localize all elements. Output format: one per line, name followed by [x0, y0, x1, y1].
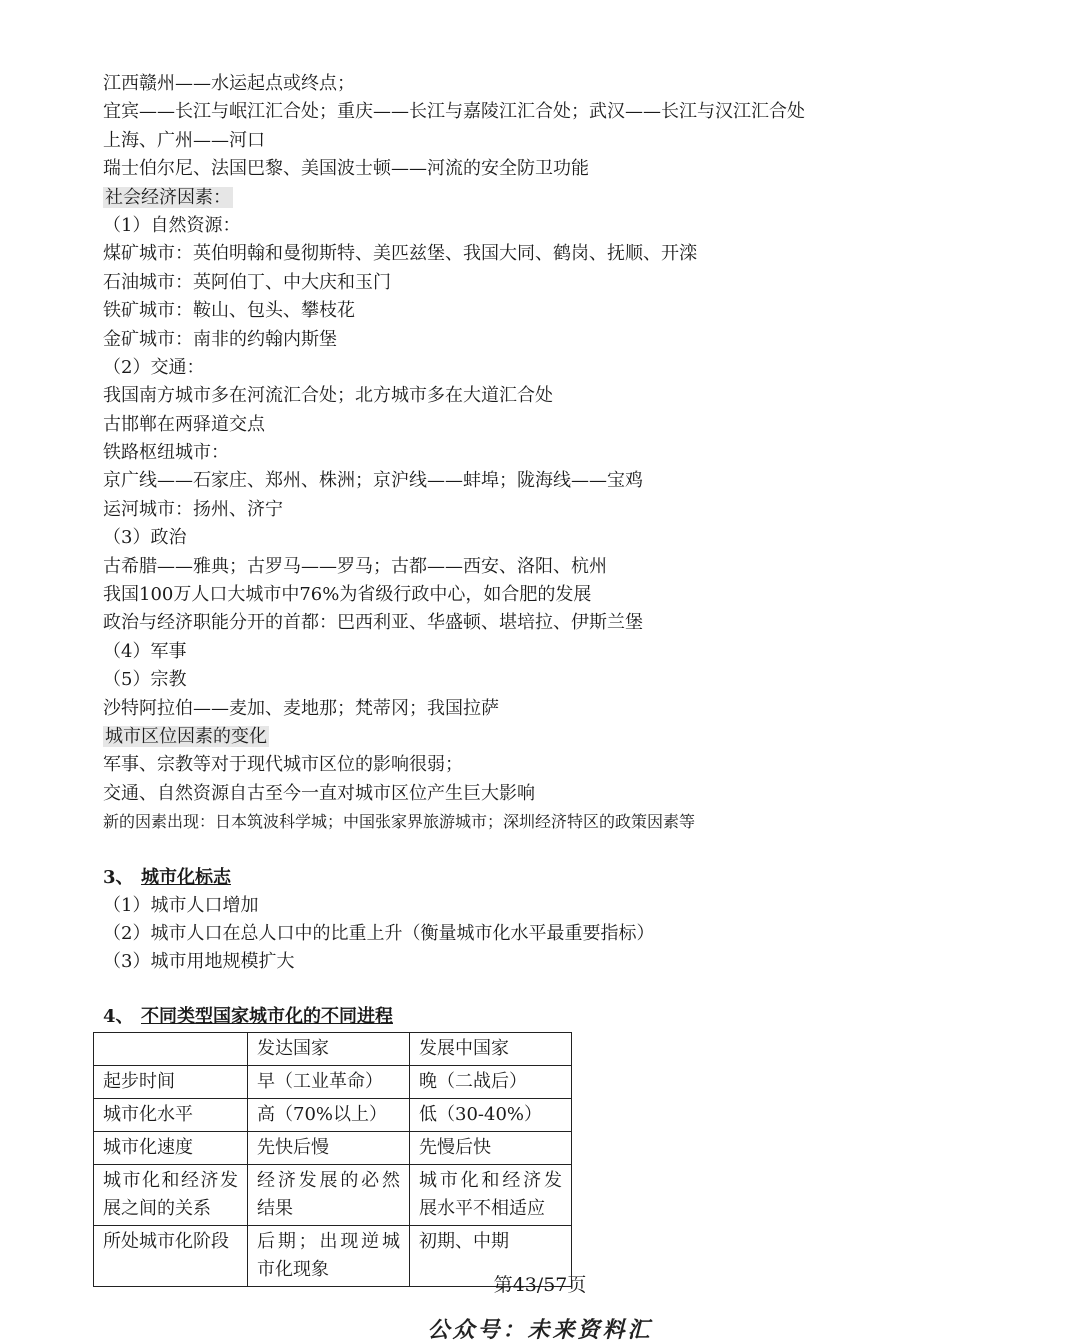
- spacer: [103, 977, 1043, 1003]
- lines-group-b: [103, 212, 1043, 723]
- text-line: 铁矿城市：鞍山、包头、攀枝花: [103, 300, 355, 322]
- text-line: 煤矿城市：英伯明翰和曼彻斯特、美匹兹堡、我国大同、鹤岗、抚顺、开滦: [103, 243, 697, 265]
- table-header-cell: [94, 1033, 248, 1066]
- section4-number: 4、: [103, 1005, 134, 1027]
- text-line: （3）政治: [103, 527, 187, 549]
- list-item: （1）城市人口增加: [103, 894, 259, 916]
- section3-heading: [103, 864, 1043, 892]
- footer-watermark: 公众号：未来资料汇: [427, 1317, 653, 1343]
- content-body: [103, 70, 1043, 1031]
- section4-heading: [103, 1003, 1043, 1031]
- table-cell: 高（70%以上）: [248, 1099, 410, 1132]
- table-cell: 城市化和经济发展水平不相适应: [410, 1165, 572, 1226]
- section3-number: 3、: [103, 866, 134, 888]
- table-cell: 早（工业革命）: [248, 1066, 410, 1099]
- text-line: 瑞士伯尔尼、法国巴黎、美国波士顿——河流的安全防卫功能: [103, 158, 589, 180]
- text-line: 政治与经济职能分开的首都：巴西利亚、华盛顿、堪培拉、伊斯兰堡: [103, 612, 643, 634]
- list-item: （2）城市人口在总人口中的比重上升（衡量城市化水平最重要指标）: [103, 922, 655, 944]
- text-line: 宜宾——长江与岷江汇合处；重庆——长江与嘉陵江汇合处；武汉——长江与汉江汇合处: [103, 101, 805, 123]
- text-line: 上海、广州——河口: [103, 129, 265, 151]
- table-cell: 城市化速度: [94, 1132, 248, 1165]
- table-row: [94, 1165, 572, 1226]
- table-cell: 初期、中期: [410, 1226, 572, 1287]
- text-line: 我国100万人口大城市中76%为省级行政中心，如合肥的发展: [103, 584, 592, 606]
- text-line: 石油城市：英阿伯丁、中大庆和玉门: [103, 271, 391, 293]
- table-cell: 起步时间: [94, 1066, 248, 1099]
- table-cell: 后期；出现逆城市化现象: [248, 1226, 410, 1287]
- table-row: [94, 1099, 572, 1132]
- section3-list: [103, 892, 1043, 977]
- text-line: 铁路枢纽城市：: [103, 442, 229, 464]
- table-cell: 城市化水平: [94, 1099, 248, 1132]
- lines-group-c: [103, 751, 1043, 808]
- table-cell: 经济发展的必然结果: [248, 1165, 410, 1226]
- text-line: （2）交通：: [103, 356, 205, 378]
- table-cell: 城市化和经济发展之间的关系: [94, 1165, 248, 1226]
- text-line: 交通、自然资源自古至今一直对城市区位产生巨大影响: [103, 782, 535, 804]
- table-row: [94, 1132, 572, 1165]
- text-line: 京广线——石家庄、郑州、株洲；京沪线——蚌埠；陇海线——宝鸡: [103, 470, 643, 492]
- lines-group-a: [103, 70, 1043, 184]
- list-item: （3）城市用地规模扩大: [103, 951, 295, 973]
- text-line: 沙特阿拉伯——麦加、麦地那；梵蒂冈；我国拉萨: [103, 697, 499, 719]
- text-line: 江西赣州——水运起点或终点；: [103, 73, 355, 94]
- comparison-table: [93, 1032, 572, 1287]
- table-cell: 所处城市化阶段: [94, 1226, 248, 1287]
- table-header-cell: 发达国家: [248, 1033, 410, 1066]
- location-change-heading: [103, 723, 1043, 751]
- table-cell: 先慢后快: [410, 1132, 572, 1165]
- text-line: （4）军事: [103, 640, 187, 662]
- page-number: [0, 1270, 1080, 1297]
- table-header-row: [94, 1033, 572, 1066]
- table-cell: 晚（二战后）: [410, 1066, 572, 1099]
- text-line: 古希腊——雅典；古罗马——罗马；古都——西安、洛阳、杭州: [103, 555, 607, 577]
- section3-title: 城市化标志: [141, 866, 231, 888]
- page-number-text: 第43/57页: [493, 1274, 587, 1296]
- table-cell: 先快后慢: [248, 1132, 410, 1165]
- highlighted-heading: 社会经济因素：: [105, 186, 231, 208]
- table-row: [94, 1066, 572, 1099]
- text-line: （5）宗教: [103, 669, 187, 691]
- spacer: [103, 837, 1043, 864]
- new-factors-line: 新的因素出现：日本筑波科学城；中国张家界旅游城市；深圳经济特区的政策因素等: [103, 812, 696, 832]
- text-line: 我国南方城市多在河流汇合处；北方城市多在大道汇合处: [103, 385, 553, 407]
- text-line: （1）自然资源：: [103, 214, 241, 236]
- text-line: 古邯郸在两驿道交点: [103, 413, 265, 435]
- section4-title: 不同类型国家城市化的不同进程: [141, 1005, 393, 1027]
- text-line: 金矿城市：南非的约翰内斯堡: [103, 328, 337, 350]
- social-factors-heading: [103, 184, 1043, 212]
- text-line: 军事、宗教等对于现代城市区位的影响很弱；: [103, 754, 463, 776]
- highlighted-heading: 城市区位因素的变化: [105, 725, 267, 747]
- text-line: 运河城市：扬州、济宁: [103, 498, 283, 520]
- table-cell: 低（30-40%）: [410, 1099, 572, 1132]
- table-header-cell: 发展中国家: [410, 1033, 572, 1066]
